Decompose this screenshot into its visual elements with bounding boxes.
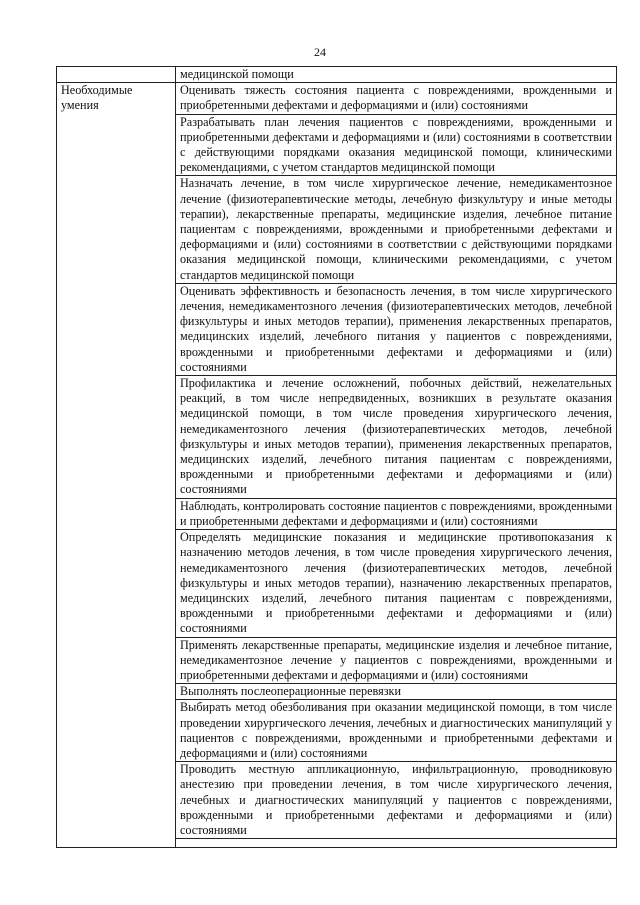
skill-cell: Проводить местную аппликационную, инфильтрационную, проводниковую анестезию при проведении лечения, в том числе хирургического лечения, лечебных и диагностических манипуляций у пациентов с повреждениями, врожденными и приобретенными дефектами и деформациями и (или) состояниями — [176, 762, 617, 839]
section-label-line2: умения — [61, 98, 99, 113]
left-cell-empty — [57, 67, 176, 83]
table-row — [57, 67, 617, 83]
page-number: 24 — [314, 45, 326, 59]
skill-cell: Назначать лечение, в том числе хирургическое лечение, немедикаментозное лечение (физиотерапевтические методы, лечебную физкультуру и иные методы терапии), лекарственные препараты, медицинские изделия, лечебное питание пациентам с повреждениями, врожденными и приобретенными дефектами и деформациями и (или) состояниями в соответствии с действующими порядками оказания медицинской помощи, клиническими рекомендациями, с учетом стандартов медицинской помощи — [176, 176, 617, 283]
section-label-cell — [57, 83, 176, 848]
skill-cell: Оценивать эффективность и безопасность лечения, в том числе хирургического лечения, немедикаментозного лечения (физиотерапевтических методов, лечебной физкультуры и иных методов терапии), применения лекарственных препаратов, медицинских изделий, лечебного питания у пациентов с повреждениями, врожденными и приобретенными дефектами и деформациями и (или) состояниями — [176, 283, 617, 375]
section-label-line1: Необходимые — [61, 83, 133, 98]
skill-cell: Выбирать метод обезболивания при оказании медицинской помощи, в том числе проведении хирургического лечения, лечебных и диагностических манипуляций у пациентов с повреждениями, врожденными и приобретенными дефектами и деформациями и (или) состояниями — [176, 700, 617, 762]
skill-cell: Оценивать тяжесть состояния пациента с повреждениями, врожденными и приобретенными дефектами и деформациями и (или) состояниями — [176, 83, 617, 114]
skill-cell: Выполнять послеоперационные перевязки — [176, 684, 617, 700]
blank-cell — [176, 839, 617, 848]
continuation-cell: медицинской помощи — [176, 67, 617, 83]
table-row — [57, 83, 617, 114]
skill-cell: Наблюдать, контролировать состояние пациентов с повреждениями, врожденными и приобретенными дефектами и деформациями и (или) состояниями — [176, 498, 617, 529]
skill-cell: Применять лекарственные препараты, медицинские изделия и лечебное питание, немедикаментозное лечение у пациентов с повреждениями, врожденными и приобретенными дефектами и деформациями и (или) состояниями — [176, 637, 617, 684]
skill-cell: Разрабатывать план лечения пациентов с повреждениями, врожденными и приобретенными дефектами и деформациями и (или) состояниями в соответствии с действующими порядками оказания медицинской помощи, клиническими рекомендациями, с учетом стандартов медицинской помощи — [176, 114, 617, 176]
skill-cell: Определять медицинские показания и медицинские противопоказания к назначению методов лечения, в том числе проведения хирургического лечения, немедикаментозного лечения (физиотерапевтических методов, лечебной физкультуры и иных методов терапии), назначению лекарственных препаратов, медицинских изделий, лечебного питания пациентам с повреждениями, врожденными и приобретенными дефектами и деформациями и (или) состояниями — [176, 530, 617, 637]
skills-table — [56, 66, 617, 848]
skill-cell: Профилактика и лечение осложнений, побочных действий, нежелательных реакций, в том числе непредвиденных, возникших в результате оказания медицинской помощи, в том числе проведения хирургического лечения, немедикаментозного лечения (физиотерапевтических методов, лечебной физкультуры и иных методов терапии), применения лекарственных препаратов, медицинских изделий, лечебного питания пациентам с повреждениями, врожденными и приобретенными дефектами и деформациями и (или) состояниями — [176, 376, 617, 499]
